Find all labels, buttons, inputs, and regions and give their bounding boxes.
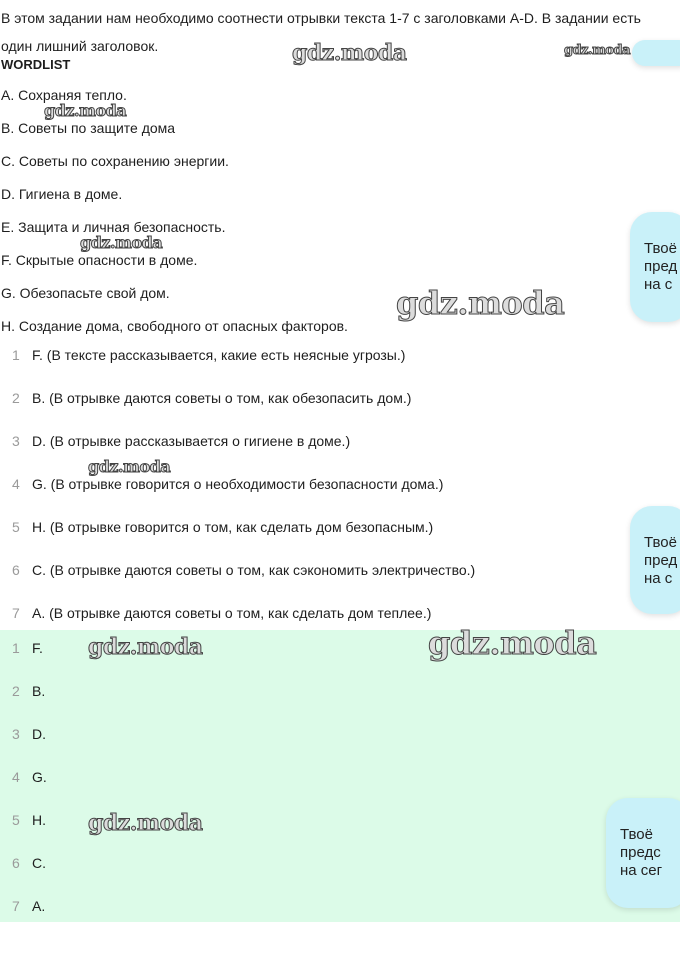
promo-line: пред xyxy=(644,258,678,275)
explanation-row: 4 G. (В отрывке говорится о необходимости безопасности дома.) xyxy=(12,476,444,492)
promo-line: на с xyxy=(644,276,673,293)
watermark: gdz.moda xyxy=(88,634,203,660)
watermark: gdz.moda xyxy=(88,810,203,836)
answer-row: 4 G. xyxy=(12,769,47,785)
heading-f: F. Скрытые опасности в доме. xyxy=(1,252,198,268)
heading-h: H. Создание дома, свободного от опасных факторов. xyxy=(1,318,348,334)
heading-d: D. Гигиена в доме. xyxy=(1,186,123,202)
wordlist-title: WORDLIST xyxy=(1,57,71,72)
promo-bubble[interactable] xyxy=(632,40,680,66)
answer-row: 7 A. xyxy=(12,898,46,914)
promo-line: предс xyxy=(620,844,661,861)
answer-row: 2 B. xyxy=(12,683,46,699)
watermark: gdz.moda xyxy=(292,40,407,66)
promo-line: Твоё xyxy=(644,534,677,551)
promo-bubble[interactable] xyxy=(606,798,680,908)
watermark: gdz.moda xyxy=(428,624,597,662)
task-intro: В этом задании нам необходимо соотнести отрывки текста 1-7 с заголовками A-D. В задании есть один лишний заголовок. xyxy=(1,10,641,54)
promo-line: на с xyxy=(644,570,673,587)
explanation-row: 1 F. (В тексте рассказывается, какие есть неясные угрозы.) xyxy=(12,347,406,363)
explanation-row: 6 C. (В отрывке даются советы о том, как сэкономить электричество.) xyxy=(12,562,476,578)
watermark: gdz.moda xyxy=(396,284,565,322)
heading-g: G. Обезопасьте свой дом. xyxy=(1,285,170,301)
answer-row: 3 D. xyxy=(12,726,46,742)
answer-row: 1 F. xyxy=(12,640,43,656)
promo-bubble[interactable] xyxy=(630,212,680,322)
watermark: gdz.moda xyxy=(44,101,127,120)
explanation-row: 2 B. (В отрывке даются советы о том, как обезопасить дом.) xyxy=(12,390,412,406)
watermark: gdz.moda xyxy=(564,43,631,58)
heading-c: C. Советы по сохранению энергии. xyxy=(1,153,229,169)
promo-bubble[interactable] xyxy=(630,506,680,614)
explanation-row: 3 D. (В отрывке рассказывается о гигиене в доме.) xyxy=(12,433,351,449)
heading-a: A. Сохраняя тепло. xyxy=(1,87,127,103)
explanation-row: 5 H. (В отрывке говорится о том, как сделать дом безопасным.) xyxy=(12,519,434,535)
heading-e: E. Защита и личная безопасность. xyxy=(1,219,226,235)
watermark: gdz.moda xyxy=(80,233,163,252)
explanation-row: 7 A. (В отрывке даются советы о том, как сделать дом теплее.) xyxy=(12,605,432,621)
answers-panel xyxy=(0,630,680,922)
promo-line: Твоё xyxy=(620,826,653,843)
watermark: gdz.moda xyxy=(88,457,171,476)
promo-line: Твоё xyxy=(644,240,677,257)
heading-b: B. Советы по защите дома xyxy=(1,120,176,136)
answer-row: 6 C. xyxy=(12,855,46,871)
promo-line: пред xyxy=(644,552,678,569)
promo-line: на сег xyxy=(620,862,663,879)
answer-row: 5 H. xyxy=(12,812,46,828)
